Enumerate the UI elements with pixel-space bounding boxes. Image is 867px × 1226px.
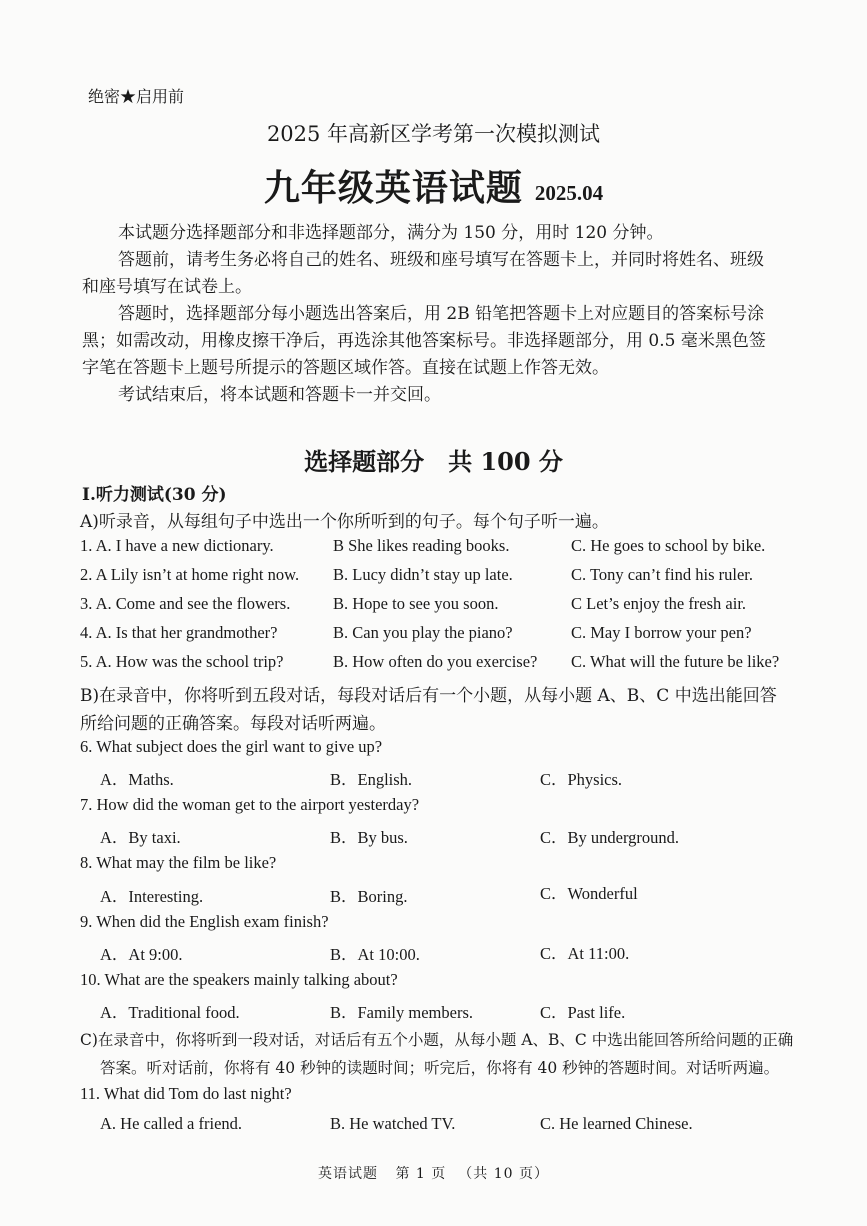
instruction-line: 和座号填写在试卷上。 — [82, 277, 252, 297]
option-c: C．Past life. — [540, 1003, 626, 1022]
option-a: A．Interesting. — [100, 887, 204, 906]
option-c: C．Physics. — [540, 770, 623, 789]
option-a: 2. A Lily isn’t at home right now. — [80, 565, 300, 584]
part-b-instruction: 所给问题的正确答案。每段对话听两遍。 — [80, 714, 386, 734]
instruction-line: 考试结束后，将本试题和答题卡一并交回。 — [118, 385, 441, 405]
option-b: B．At 10:00. — [330, 945, 420, 964]
option-a: A. He called a friend. — [100, 1114, 243, 1133]
exam-subtitle: 2025 年高新区学考第一次模拟测试 — [266, 122, 601, 146]
part-c-instruction: 答案。听对话前，你将有 40 秒钟的读题时间；听完后，你将有 40 秒钟的答题时间。对话听两遍。 — [100, 1059, 780, 1077]
option-a: 1. A. I have a new dictionary. — [80, 536, 274, 555]
option-c: C．At 11:00. — [540, 944, 630, 963]
option-a: A．At 9:00. — [100, 945, 183, 964]
option-b: B. Hope to see you soon. — [333, 594, 499, 613]
option-a: 4. A. Is that her grandmother? — [80, 623, 278, 642]
option-b: B．By bus. — [330, 828, 408, 847]
confidential-label: 绝密★启用前 — [88, 87, 185, 106]
option-a: A．Traditional food. — [100, 1003, 240, 1022]
option-b: B. He watched TV. — [330, 1114, 456, 1133]
option-c: C. May I borrow your pen? — [571, 623, 752, 642]
footer-total-pages: （共 10 页） — [458, 1166, 549, 1182]
option-c: C. He goes to school by bike. — [571, 536, 766, 555]
section-title: 选择题部分 共 100 分 — [304, 447, 563, 476]
option-c: C. What will the future be like? — [571, 652, 780, 671]
footer-page-number: 第 1 页 — [395, 1166, 447, 1182]
instruction-line: 黑；如需改动，用橡皮擦干净后，再选涂其他答案标号。非选择题部分，用 0.5 毫米黑色签 — [82, 331, 766, 351]
question-text: 9. When did the English exam finish? — [80, 912, 329, 931]
part-title: I.听力测试(30 分) — [82, 485, 227, 505]
instruction-line: 本试题分选择题部分和非选择题部分，满分为 150 分，用时 120 分钟。 — [118, 223, 664, 243]
question-text: 11. What did Tom do last night? — [80, 1084, 292, 1103]
option-a: A．By taxi. — [100, 828, 181, 847]
option-c: C. Tony can’t find his ruler. — [571, 565, 754, 584]
part-a-instruction: A)听录音，从每组句子中选出一个你所听到的句子。每个句子听一遍。 — [80, 512, 609, 532]
title-block — [0, 160, 867, 211]
option-a: 3. A. Come and see the flowers. — [80, 594, 291, 613]
option-b: B She likes reading books. — [333, 536, 510, 555]
instruction-line: 答题前，请考生务必将自己的姓名、班级和座号填写在答题卡上，并同时将姓名、班级 — [118, 250, 764, 270]
option-c: C Let’s enjoy the fresh air. — [571, 594, 747, 613]
part-b-instruction: B)在录音中，你将听到五段对话，每段对话后有一个小题，从每小题 A、B、C 中选出能回答 — [80, 686, 777, 706]
exam-date: 2025.04 — [534, 181, 604, 205]
instruction-line: 答题时，选择题部分每小题选出答案后，用 2B 铅笔把答题卡上对应题目的答案标号涂 — [118, 304, 765, 324]
option-c: C．Wonderful — [540, 884, 638, 903]
question-text: 10. What are the speakers mainly talking about? — [80, 970, 398, 989]
option-b: B．English. — [330, 770, 413, 789]
question-text: 7. How did the woman get to the airport yesterday? — [80, 795, 420, 814]
option-b: B. Lucy didn’t stay up late. — [333, 565, 513, 584]
option-b: B. How often do you exercise? — [333, 652, 538, 671]
exam-title: 九年级英语试题 — [263, 167, 523, 209]
question-text: 8. What may the film be like? — [80, 853, 277, 872]
page-footer — [0, 1163, 867, 1183]
question-text: 6. What subject does the girl want to give up? — [80, 737, 383, 756]
option-b: B．Boring. — [330, 887, 408, 906]
option-c: C. He learned Chinese. — [540, 1114, 693, 1133]
part-c-instruction: C)在录音中，你将听到一段对话，对话后有五个小题，从每小题 A、B、C 中选出能回答所给问题的正确 — [80, 1031, 794, 1049]
instruction-line: 字笔在答题卡上题号所提示的答题区域作答。直接在试题上作答无效。 — [82, 358, 609, 378]
option-a: A．Maths. — [100, 770, 174, 789]
option-b: B. Can you play the piano? — [333, 623, 513, 642]
option-b: B．Family members. — [330, 1003, 473, 1022]
footer-subject: 英语试题 — [318, 1166, 378, 1182]
option-a: 5. A. How was the school trip? — [80, 652, 284, 671]
option-c: C．By underground. — [540, 828, 680, 847]
